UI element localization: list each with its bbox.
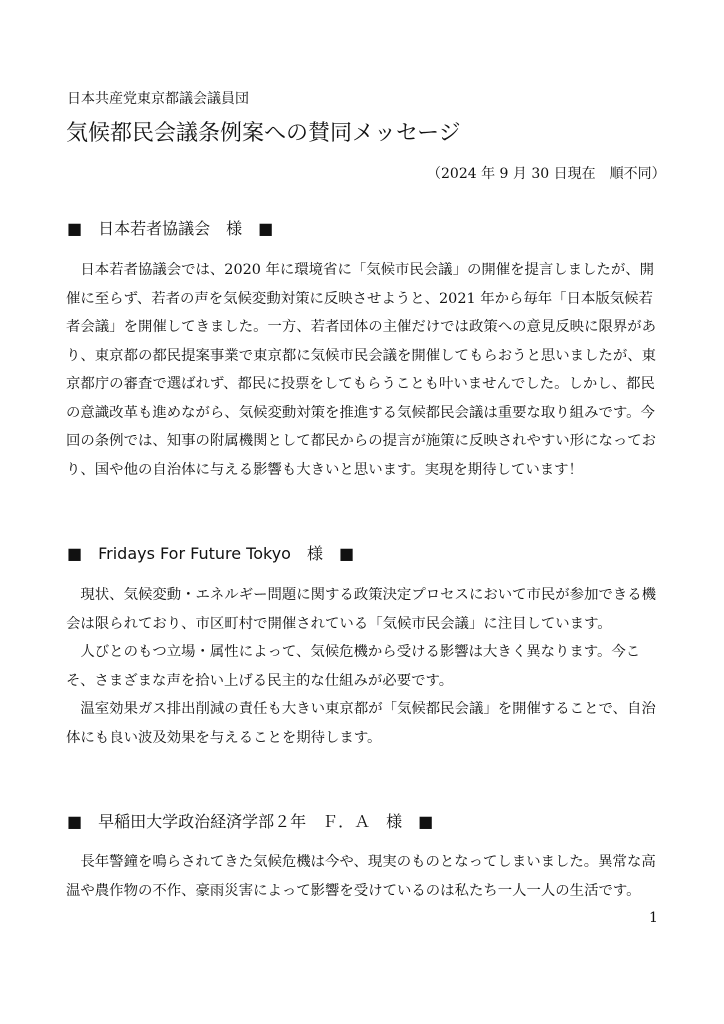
section-heading-waseda-student: ■ 早稲田大学政治経済学部２年 Ｆ．Ａ 様 ■ xyxy=(67,812,434,831)
document-title: 気候都民会議条例案への賛同メッセージ xyxy=(66,121,461,146)
page-number: 1 xyxy=(649,910,658,926)
section-body-youth-council xyxy=(66,256,666,484)
section-body-fff-tokyo xyxy=(66,581,666,752)
section-heading-youth-council: ■ 日本若者協議会 様 ■ xyxy=(67,219,274,238)
section-heading-fff-tokyo: ■ Fridays For Future Tokyo 様 ■ xyxy=(67,544,355,563)
paragraph: 日本若者協議会では、2020 年に環境省に「気候市民会議」の開催を提言しましたが、開催に至らず、若者の声を気候変動対策に反映させようと、2021 年から毎年「日本版気候若者会議」を開催してきました。一方、若者団体の主催だけでは政策への意見反映に限界があり、東京都の都民提案事業で東京都に気候市民会議を開催してもらおうと思いましたが、東京都庁の審査で選ばれず、都民に投票をしてもらうことも叶いませんでした。しかし、都民の意識改革も進めながら、気候変動対策を推進する気候都民会議は重要な取り組みです。今回の条例では、知事の附属機関として都民からの提言が施策に反映されやすい形になっており、国や他の自治体に与える影響も大きいと思います。実現を期待しています！ xyxy=(66,262,657,478)
organization-name: 日本共産党東京都議会議員団 xyxy=(67,91,249,107)
section-body-waseda-student xyxy=(66,848,666,905)
paragraph: 人びとのもつ立場・属性によって、気候危機から受ける影響は大きく異なります。今こそ、さまざまな声を拾い上げる民主的な仕組みが必要です。 xyxy=(66,644,641,689)
paragraph: 長年警鐘を鳴らされてきた気候危機は今や、現実のものとなってしまいました。異常な高温や農作物の不作、豪雨災害によって影響を受けているのは私たち一人一人の生活です。 xyxy=(66,854,656,899)
date-note: （2024 年 9 月 30 日現在 順不同） xyxy=(427,166,666,182)
paragraph: 現状、気候変動・エネルギー問題に関する政策決定プロセスにおいて市民が参加できる機会は限られており、市区町村で開催されている「気候市民会議」に注目しています。 xyxy=(66,587,657,632)
paragraph: 温室効果ガス排出削減の責任も大きい東京都が「気候都民会議」を開催することで、自治体にも良い波及効果を与えることを期待します。 xyxy=(66,701,656,746)
